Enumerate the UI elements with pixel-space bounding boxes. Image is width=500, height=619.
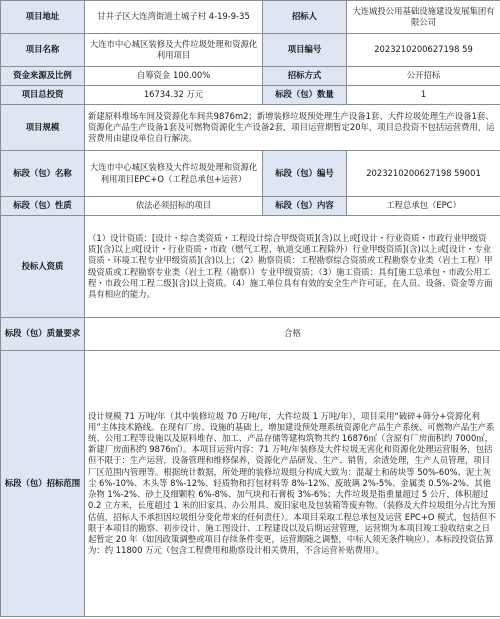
row-funding (1, 67, 500, 86)
method-label: 招标方式 (263, 67, 347, 86)
qualification-value: （1）设计资质：[设计・综合类资质・工程设计综合甲级资质](含)以上或[设计・行业资质・市政行业甲级资质](含)以上或[设计・行业资质・市政（燃气工程、轨道交通工程除外）行业甲级资质](含)以上或[设计・专业资质・环境工程专业甲级资质](含)以上；（2）勘察资质：工程勘察综合资质或工程勘察专业类（岩土工程）甲级资质或工程勘察专业类（岩土工程（勘察））专业甲级资质；（3）施工资质：具有[施工总承包・市政公用工程・市政公用工程二级](含)以上资质。（4）施工单位具有有效的安全生产许可证，在人员、设备、资金等方面具有相应的能力。 (85, 216, 500, 318)
scale-value: 新建原料堆场车间及资源化车间共9876m2；新增装修垃圾预处理生产设备1套、大件垃圾处理生产设备1套、资源化产品生产设备1套及可燃物资源化生产设备2套，项目运营期暂定20年，项目总投资不包括运营费用，运营费用由建设单位自行解决。 (85, 105, 500, 151)
project-code-value: 2023210200627198 59 (347, 34, 500, 67)
funding-label: 资金来源及比例 (1, 67, 85, 86)
scope-value: 设计规模 71 万吨/年（其中装修垃圾 70 万吨/年，大件垃圾 1 万吨/年），项目采用“破碎+筛分+资源化利用”主体技术路线。在现有厂房、设施的基础上，增加建设预处理系统资源化产品生产系统、可燃物产品生产系统、公用工程等设施以及原料堆存、加工、产品存储等建构筑物共约 16876㎡（含原有厂房面积约 7000㎡，新建厂房面积约 9876㎡）。本项目运营内容：71 万吨/年装修及大件垃圾无害化和资源化处理运营服务，包括但不限于：生产运营，设备管理和维修保养，资源化产品研发、生产、销售，余渣处理，生产人员管理，项目厂区范围内管理等。根据统计数据，所处理的装修垃圾组分构成大致为：混凝土和砖块等 50%-60%、泥土灰尘 6%-10%、木头等 8%-12%、轻质物和打包材料等 8%-12%、废玻璃 2%-5%、金属类 0.5%-2%、其他杂物 1%-2%、砂土及细颗粒 6%-8%、加气块和石膏板 3%-6%；大件垃圾是指重量超过 5 公斤，体积超过 0.2 立方米，长度超过 1 米的旧家具、办公用具、废旧家电及包装箱等废弃物。（装修及大件垃圾组分占比为预估值，招标人不承担因垃圾组分变化带来的任何责任）。本项目采取工程总承包及运营 EPC+O 模式，包括但不限于本项目的勘察、初步设计、施工图设计、工程建设以及后期运营管理，运营期为本项目竣工验收结束之日起暂定 20 年（如因政策调整或项目存续条件变更，运营期随之调整，中标人须无条件响应）。本标段投资估算为：约 11800 万元（包含工程费用和勘察设计相关费用，不含运营补贴费用）。 (85, 351, 500, 617)
lot-nature-label: 标段（包）性质 (1, 197, 85, 216)
lot-content-label: 标段（包）内容 (263, 197, 347, 216)
quality-value: 合格 (85, 318, 500, 351)
investment-value: 16734.32 万元 (85, 86, 263, 105)
row-scope (1, 351, 500, 617)
tenderer-value: 大连城投公用基础设施建设发展集团有限公司 (347, 1, 500, 34)
method-value: 公开招标 (347, 67, 500, 86)
row-quality (1, 318, 500, 351)
investment-label: 项目总投资 (1, 86, 85, 105)
lot-count-label: 标段（包）数量 (263, 86, 347, 105)
project-name-label: 项目名称 (1, 34, 85, 67)
lot-code-value: 2023210200627198 59001 (347, 151, 500, 197)
project-name-value: 大连市中心城区装修及大件垃圾处理和资源化利用项目 (85, 34, 263, 67)
row-investment (1, 86, 500, 105)
lot-count-value: 1 (347, 86, 500, 105)
lot-nature-value: 依法必须招标的项目 (85, 197, 263, 216)
address-value: 甘井子区大连湾街道土城子村 4-19-9-35 (85, 1, 263, 34)
address-label: 项目地址 (1, 1, 85, 34)
row-lot-nature (1, 197, 500, 216)
funding-value: 自筹资金 100.00% (85, 67, 263, 86)
scale-label: 项目规模 (1, 105, 85, 151)
quality-label: 标段（包）质量要求 (1, 318, 85, 351)
qualification-label: 投标人资质 (1, 216, 85, 318)
project-code-label: 项目编号 (263, 34, 347, 67)
row-lot-name (1, 151, 500, 197)
row-name (1, 34, 500, 67)
row-address (1, 1, 500, 34)
lot-code-label: 标段（包）编号 (263, 151, 347, 197)
lot-content-value: 工程总承包（EPC） (347, 197, 500, 216)
row-qualification (1, 216, 500, 318)
tenderer-label: 招标人 (263, 1, 347, 34)
row-scale (1, 105, 500, 151)
scope-label: 标段（包）招标范围 (1, 351, 85, 617)
lot-name-label: 标段（包）名称 (1, 151, 85, 197)
lot-name-value: 大连市中心城区装修及大件垃圾处理和资源化利用项目EPC+O（工程总承包+运营） (85, 151, 263, 197)
